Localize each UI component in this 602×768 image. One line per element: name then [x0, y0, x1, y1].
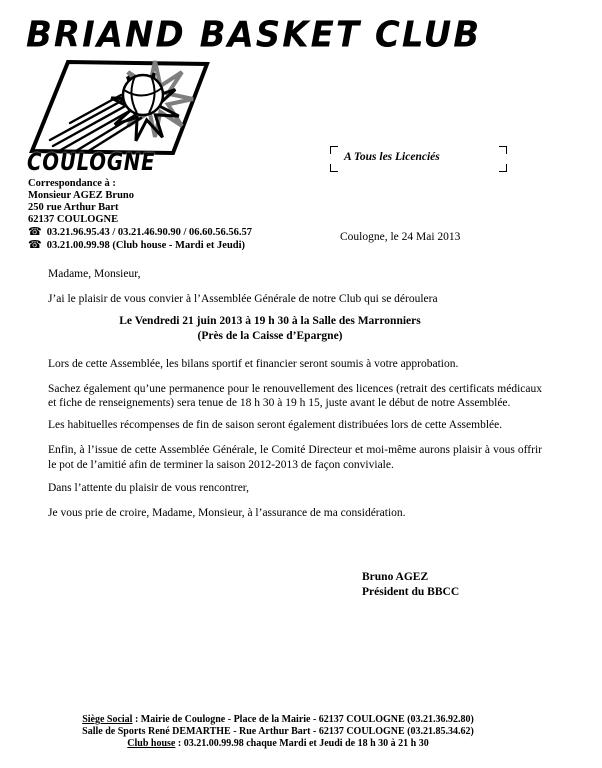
footer-clubhouse-rest: : 03.21.00.99.98 chaque Mardi et Jeudi de 18 h 30 à 21 h 30 [175, 738, 429, 749]
paragraph-formule-politesse: Je vous prie de croire, Madame, Monsieur, à l’assurance de ma considération. [48, 506, 406, 519]
phone-numbers-1: 03.21.96.95.43 / 03.21.46.90.90 / 06.60.56.56.57 [46, 227, 253, 238]
phone-row-2 [28, 239, 252, 252]
paragraph-intro: J’ai le plaisir de vous convier à l’Assemblée Générale de notre Club qui se déroulera [48, 292, 438, 305]
footer-line-siege [0, 714, 556, 726]
phone-icon: ☎ [28, 238, 42, 251]
phone-numbers-2: 03.21.00.99.98 (Club house - Mardi et Jeudi) [46, 240, 246, 251]
corner-mark-top-left [330, 146, 338, 154]
footer-line-clubhouse [0, 738, 556, 750]
paragraph-permanence: Sachez également qu’une permanence pour le renouvellement des licences (retrait des certificats médicaux et fiche de renseignements) sera tenue de 18 h 30 à 19 h 15, juste avant le début de notre Assemblée. [48, 382, 542, 409]
meeting-date-line: Le Vendredi 21 juin 2013 à 19 h 30 à la Salle des Marronniers [119, 315, 421, 327]
footer-clubhouse-label: Club house [127, 738, 176, 749]
paragraph-recompenses: Les habituelles récompenses de fin de saison seront également distribuées lors de cette Assemblée. [48, 418, 503, 431]
corner-mark-top-right [499, 146, 507, 154]
paragraph-bilans: Lors de cette Assemblée, les bilans sportif et financier seront soumis à votre approbation. [48, 358, 459, 370]
paragraph-attente: Dans l’attente du plaisir de vous rencontrer, [48, 482, 250, 494]
basketball-icon [123, 75, 163, 115]
club-title: BRIAND BASKET CLUB [26, 14, 482, 56]
dateline: Coulogne, le 24 Mai 2013 [340, 231, 461, 243]
signature-block [362, 570, 459, 599]
salutation: Madame, Monsieur, [48, 268, 141, 280]
footer-siege-rest: : Mairie de Coulogne - Place de la Mairie - 62137 COULOGNE (03.21.36.92.80) [132, 714, 474, 725]
signature-name: Bruno AGEZ [362, 571, 429, 583]
corner-mark-bottom-right [499, 164, 507, 172]
letter-body [48, 267, 542, 520]
recipient-field [330, 146, 507, 172]
meeting-announcement [48, 314, 492, 343]
meeting-place-line: (Près de la Caisse d’Epargne) [197, 329, 343, 342]
correspondence-street: 250 rue Arthur Bart [28, 202, 119, 213]
footer-line-salle: Salle de Sports René DEMARTHE - Rue Arthur Bart - 62137 COULOGNE (03.21.85.34.62) [82, 726, 474, 737]
correspondence-city: 62137 COULOGNE [28, 214, 119, 225]
footer [0, 714, 556, 750]
phone-row-1 [28, 226, 252, 239]
correspondence-block [28, 178, 252, 252]
footer-siege-label: Siège Social [82, 714, 133, 725]
correspondence-label: Correspondance à : [28, 178, 116, 189]
logo-city-label: COULOGNE [27, 148, 156, 176]
correspondence-name: Monsieur AGEZ Bruno [28, 190, 134, 201]
corner-mark-bottom-left [330, 164, 338, 172]
paragraph-pot-amitie: Enfin, à l’issue de cette Assemblée Générale, le Comité Directeur et moi-même aurons plaisir à vous offrir le pot de l’amitié afin de terminer la saison 2012-2013 de façon conviviale. [48, 444, 542, 471]
recipient-label: A Tous les Licenciés [344, 151, 440, 163]
signature-title: Président du BBCC [362, 585, 460, 598]
phone-icon: ☎ [28, 225, 42, 238]
